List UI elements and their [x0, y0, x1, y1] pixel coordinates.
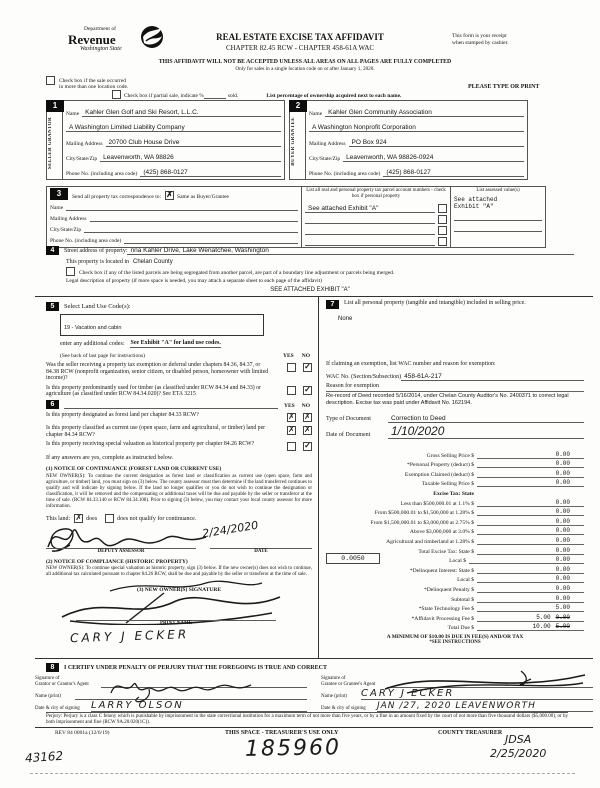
land-use-block: 5 Select Land Use Code(s): 19 - Vacation and cabin enter any additional codes: See Exhibit "A" for land use codes. (See back of last page for instructions) YES NO Was the seller receiving a property tax exemption or deferral under chapters 84.36, 84.37, or 84.38 RCW (nonprofit organization, senior citizen, or disabled person, homeowner with limited income)? ✓ Is this property predominantly used for timber (as classified under RCW 84.34 and 84.33) or agriculture (as classified under RCW 84.34.020)? See ETA 3215 ✓	[46, 303, 311, 398]
local-tax: 0.00	[469, 556, 584, 564]
seller-org: A Washington Limited Liability Company	[66, 124, 281, 132]
minimum-due-note: A MINIMUM OF $10.00 IS DUE IN FEE(S) AND/OR TAX	[386, 634, 524, 641]
multi-location-checkbox	[46, 76, 55, 85]
state-technology-fee: 5.00	[477, 604, 584, 612]
q-current-use-no-checkbox: ✗	[304, 425, 311, 434]
personal-property-title: List all personal property (tangible and intangible) included in selling price.	[344, 300, 526, 306]
exemption-question: Was the seller receiving a property tax exemption or deferral under chapters 84.36, 84.37, or 84.38 RCW (nonprofit organization, senior citizen, or disabled person, homeowner with limited income)? ✓	[46, 362, 311, 382]
new-owner-signature-label-area	[46, 583, 312, 597]
buyer-city: Leavenworth, WA 98826-0924	[343, 154, 524, 162]
certification-title: I CERTIFY UNDER PENALTY OF PERJURY THAT THE FOREGOING IS TRUE AND CORRECT	[64, 665, 327, 671]
section-1-badge: 1	[46, 100, 64, 112]
tier1-tax: 0.00	[477, 499, 584, 507]
personal-property-checkbox-1	[438, 204, 447, 213]
acceptance-notice: THIS AFFIDAVIT WILL NOT BE ACCEPTED UNLESS ALL AREAS ON ALL PAGES ARE FULLY COMPLETED	[158, 59, 452, 65]
assessed-header: List assessed value(s)	[476, 188, 520, 193]
receipt-note: This form is your receipt when stamped by cashier.	[452, 33, 509, 46]
seller-city: Leavenworth, WA 98826	[100, 154, 281, 162]
section-7-badge: 7	[326, 300, 339, 309]
qualify-row: This land: ✗ does does not qualify for continuance.	[46, 512, 197, 522]
subtotal: 0.00	[477, 595, 584, 603]
exemption-note: If claiming an exemption, list WAC number and reason for exemption:	[326, 361, 496, 367]
partial-sale-checkbox	[112, 90, 121, 99]
affidavit-processing-fee: 5.00 0.00	[477, 614, 584, 622]
form-number: REV 84 0001a (12/6/19)	[55, 730, 110, 736]
partial-sale-row: Check box if partial sale, indicate % sold. List percentage of ownership acquired next to each name.	[112, 90, 572, 99]
buyer-name: Kahler Glen Community Association	[325, 109, 524, 117]
form-subtitle: CHAPTER 82.45 RCW - CHAPTER 458-61A WAC	[225, 44, 375, 52]
agricultural-tax: 0.00	[477, 537, 584, 545]
personal-property-deduct: 0.00	[477, 460, 584, 468]
segregated-checkbox	[66, 267, 75, 276]
excise-tax-header: Excise Tax: State	[433, 490, 474, 497]
washington-state-label: Washington State	[80, 45, 122, 52]
seller-grantor-box: 1 SELLER GRANTOR Name Kahler Glen Golf and Ski Resort, L.L.C. A Washington Limited Liability Company Mailing Address 20700 Club House Drive City/State/Zip Leavenworth, WA 98826 Phone No. (including area code) (425) 868-0127	[46, 100, 285, 180]
multi-location-checkbox-row: Check box if the sale occurred in more than one location code.	[46, 75, 169, 93]
corner-reference-number: 43162	[24, 748, 64, 766]
personal-property-value: None	[338, 316, 353, 322]
parcel-header: List all real and personal property tax parcel account numbers - check box if personal property	[306, 188, 446, 199]
local-rate-box: 0.0050	[326, 553, 380, 564]
parcel-numbers-box	[302, 186, 451, 248]
assessed-values-box	[451, 186, 546, 248]
single-location-note: Only for sales in a single location code on or after January 1, 2020.	[235, 66, 375, 72]
section-5-badge: 5	[46, 302, 59, 311]
grantee-name-value: CARY J ECKER	[361, 688, 593, 700]
correspondence-box: 3 Send all property tax correspondence to: ✗ Same as Buyer/Grantee Name Mailing Address City/State/Zip Phone No. (including area code)	[46, 186, 302, 248]
form-title: REAL ESTATE EXCISE TAX AFFIDAVIT	[216, 32, 384, 42]
designation-block: 6 YES NO Is this property designated as forest land per chapter 84.33 RCW? ✗ ✗ Is this property classified as current use (open space, farm and agricultural, or timber) land per chapter 84.34 RCW? ✗ ✗ Is this property receiving special valuation as historical property per chapter 84.26 RCW? ✓ If any answers are yes, complete as instructed below. (1) NOTICE OF CONTINUANCE (FOREST LAND OR CURRENT USE) NEW OWNER(S): To continue the current designation as forest land or classification as current use (open space, farm and agriculture, or timber) land, you must sign on (3) below. The county assessor must then determine if the land transferred continues to qualify and will indicate by signing below. If the land no longer qualifies or you do not wish to continue the designation or classification, it will be removed and the compensating or additional taxes will be due and payable by the seller or transferor at the time of sale. (RCW 84.33.140 or RCW 84.34.108). Prior to signing (3) below, you may contact your local county assessor for more information. This land: ✗ does does not qualify for continuance. 2/24/2020 DEPUTY ASSESSOR DATE (2) NOTICE OF COMPLIANCE (HISTORIC PROPERTY) NEW OWNER(S): To continue special valuation as historic property, sign (3) below. If the new owner(s) does not wish to continue, all additional tax calculated pursuant to chapter 84.26 RCW, shall be due and payable by the seller or transferor at the time of sale. (3) NEW OWNER(S) SIGNATURE PRINT NAME CARY J ECKER	[46, 399, 312, 641]
same-as-buyer-checkbox: ✗	[166, 190, 173, 199]
additional-codes-value: See Exhibit "A" for land use codes.	[130, 340, 221, 346]
certification-block	[35, 658, 593, 712]
total-excise-state: 0.00	[477, 547, 584, 555]
q-timber-yes-checkbox	[287, 386, 296, 395]
document-type-value: Correction to Deed	[388, 415, 584, 423]
segregated-label: Check box if any of the listed parcels are being segregated from another parcel, are part of a boundary line adjustment or parcels being merged.	[79, 269, 395, 276]
tier3-tax: 0.00	[477, 518, 584, 526]
current-use-question: Is this property classified as current use (open space, farm and agricultural, or timber) land per chapter 84.34 RCW? ✗ ✗	[46, 425, 311, 438]
date-label: DATE	[254, 548, 268, 554]
treasurer-initials-date: 2/25/2020	[490, 747, 547, 760]
parties-block	[46, 100, 528, 180]
dor-swirl-icon	[140, 25, 164, 49]
personal-property-block: 7 List all personal property (tangible and intangible) included in selling price. None If claiming an exemption, list WAC number and reason for exemption: WAC No. (Section/Subsection) 458-61A-217 Reason for exemption Re-record of Deed recorded 5/16/2014, under Chelan County Auditor's No. 2400371 to correct legal description. Excise tax was paid under Affidavit No. 162194. Type of Document Correction to Deed Date of Document 1/10/2020 Gross Selling Price $ 0.00 *Personal Property (deduct) $ 0.00 Exemption Claimed (deduct) $ 0.00 Taxable Selling Price $ 0.00 Excise Tax: State Less than $500,000.01 at 1.1% $ 0.00 From $500,000.01 to $1,500,000 at 1.28% $ 0.00 From $1,500,000.01 to $3,000,000 at 2.75% $ 0.00 Above $3,000,000 at 3.0% $ 0.00 Agricultural and timberland at 1.28% $ 0.00 Total Excise Tax: State $ 0.00 0.0050 Local $ 0.00 *Delinquent Interest: State $ 0.00 Local $ 0.00 *Delinquent Penalty $ 0.00 Subtotal $ 0.00 *State Technology Fee $ 5.00 *Affidavit Processing Fee $ 5.00 0.00 Total Due $ 10.00 5.00 A MINIMUM OF $10.00 IS DUE IN FEE(S) AND/OR TAX *SEE INSTRUCTIONS	[326, 300, 584, 646]
print-name-label: PRINT NAME	[160, 621, 192, 627]
buyer-side-label: BUYER GRANTEE	[291, 117, 296, 166]
please-type-or-print: PLEASE TYPE OR PRINT	[468, 84, 540, 90]
seller-name: Kahler Glen Golf and Ski Resort, L.L.C.	[82, 109, 281, 117]
section-4-badge: 4	[46, 246, 59, 255]
notice-compliance-title: (2) NOTICE OF COMPLIANCE (HISTORIC PROPERTY)	[46, 558, 188, 565]
section-3-badge: 3	[50, 188, 68, 200]
legal-description-label: Legal description of property (if more space is needed, you may attach a separate sheet to each page of the affidavit)	[66, 278, 322, 284]
reason-value: Re-record of Deed recorded 5/16/2014, under Chelan County Auditor's No. 2400371 to correct legal description. Excise tax was paid under Affidavit No. 162194.	[326, 391, 584, 406]
treasurer-initials: JDSA	[505, 733, 532, 746]
street-address-value: nna Kahler Drive, Lake Wenatchee, Washington	[127, 247, 352, 255]
seller-side-label: SELLER GRANTOR	[48, 117, 53, 170]
grantee-date-value: JAN /27, 2020 LEAVENWORTH	[377, 701, 593, 712]
delinquent-interest-state: 0.00	[477, 566, 584, 574]
county-treasurer-label: COUNTY TREASURER	[438, 730, 503, 736]
treasurer-space-label: THIS SPACE - TREASURER'S USE ONLY	[225, 730, 339, 736]
timber-question: Is this property predominantly used for timber (as classified under RCW 84.34 and 84.33) or agriculture (as classified under RCW 84.34.020)? See ETA 3215 ✓	[46, 384, 311, 398]
land-use-code-value: 19 - Vacation and cabin	[64, 325, 122, 331]
county-value: Chelan County	[133, 259, 173, 265]
seller-phone: (425) 868-0127	[140, 169, 281, 177]
land-use-title: Select Land Use Code(s):	[64, 303, 131, 310]
tax-correspondence-block	[46, 186, 546, 248]
fee-table: Gross Selling Price $ 0.00 *Personal Property (deduct) $ 0.00 Exemption Claimed (deduct) $ 0.00 Taxable Selling Price $ 0.00 Excise Tax: State Less than $500,000.01 at 1.1% $ 0.00 From $500,000.01 to $1,500,000 at 1.28% $ 0.00 From $1,500,000.01 to $3,000,000 at 2.75% $ 0.00 Above $3,000,000 at 3.0% $ 0.00 Agricultural and timberland at 1.28% $ 0.00 Total Excise Tax: State $ 0.00 0.0050 Local $ 0.00 *Delinquent Interest: State $ 0.00 Local $ 0.00 *Delinquent Penalty $ 0.00 Subtotal $ 0.00 *State Technology Fee $ 5.00 *Affidavit Processing Fee $ 5.00 0.00 Total Due $ 10.00 5.00	[326, 449, 584, 631]
exemption-claimed: 0.00	[477, 470, 584, 478]
tier2-tax: 0.00	[477, 508, 584, 516]
buyer-grantee-box: 2 BUYER GRANTEE Name Kahler Glen Community Association A Washington Nonprofit Corporation Mailing Address PO Box 924 City/State/Zip Leavenworth, WA 98826-0924 Phone No. (including area code) (425) 868-0127	[289, 100, 528, 180]
q-exemption-yes-checkbox	[287, 363, 296, 372]
land-use-code-box	[60, 314, 264, 336]
ownership-note: List percentage of ownership acquired next to each name.	[266, 92, 402, 99]
if-yes-note: If any answers are yes, complete as instructed below.	[46, 455, 174, 462]
reason-label: Reason for exemption	[326, 383, 379, 389]
treasurer-stamp-number: 185960	[244, 735, 342, 762]
personal-property-checkbox-2	[438, 215, 447, 224]
q-forest-no-checkbox: ✗	[304, 412, 311, 421]
notice-continuance-title: (1) NOTICE OF CONTINUANCE (FOREST LAND OR CURRENT USE)	[46, 466, 222, 473]
delinquent-penalty: 0.00	[477, 585, 584, 593]
perjury-notice: Perjury: Perjury is a class C felony which is punishable by imprisonment in the state correctional institution for a maximum term of not more than five years, or by a fine in an amount fixed by the court of not more than five thousand dollars ($5,000.00), or by both imprisonment and fine (RCW 9A.20.020(1C)).	[46, 714, 568, 725]
q-current-use-yes-checkbox: ✗	[288, 425, 295, 434]
historical-question: Is this property receiving special valuation as historical property per chapter 84.26 RCW? ✓	[46, 441, 311, 451]
tier4-tax: 0.00	[477, 527, 584, 535]
deputy-assessor-label: DEPUTY ASSESSOR	[97, 548, 145, 554]
grantor-date-value: LARRY OLSON	[91, 700, 307, 712]
forest-land-question: Is this property designated as forest land per chapter 84.33 RCW? ✗ ✗	[46, 412, 311, 421]
total-due: 10.00 5.00	[477, 623, 584, 631]
grantor-certification: Signature of Grantor or Grantor's Agent Name (print) Date & city of signing LARRY OLSON	[35, 675, 307, 712]
q-timber-no-checkbox: ✓	[304, 384, 311, 394]
assessed-value-line1: See attached	[454, 196, 498, 203]
personal-property-checkbox-3	[438, 226, 447, 235]
seller-mailing: 20700 Club House Drive	[106, 139, 281, 147]
partial-sale-label: Check box if partial sale, indicate %	[124, 92, 204, 99]
does-qualify-checkbox: ✗	[75, 512, 83, 522]
buyer-mailing: PO Box 924	[349, 139, 524, 147]
revenue-wordmark: Revenue	[68, 31, 116, 47]
q-historical-no-checkbox: ✓	[304, 441, 311, 451]
print-name-value: CARY J ECKER	[69, 627, 190, 646]
document-date-value: 1/10/2020	[388, 424, 584, 439]
buyer-org: A Washington Nonprofit Corporation	[309, 124, 524, 132]
parcel-value: See attached Exhibit "A"	[305, 205, 435, 213]
property-address-block: 4 Street address of property: nna Kahler Drive, Lake Wenatchee, Washington This property is located in Chelan County Check box if any of the listed parcels are being segregated from another parcel, are part of a boundary line adjustment or parcels being merged. Legal description of property (if more space is needed, you may attach a separate sheet to each page of the affidavit) SEE ATTACHED EXHIBIT "A"	[46, 244, 574, 294]
grantee-certification: Signature of Grantee or Grantee's Agent Name (print) CARY J ECKER Date & city of signing JAN /27, 2020 LEAVENWORTH	[321, 675, 593, 712]
section-2-badge: 2	[289, 100, 307, 112]
q-forest-yes-checkbox: ✗	[288, 412, 295, 421]
delinquent-interest-local: 0.00	[477, 575, 584, 583]
assessor-date-value: 2/24/2020	[201, 518, 260, 541]
notice-compliance-body: NEW OWNER(S): To continue special valuation as historic property, sign (3) below. If the new owner(s) does not wish to continue, all additional tax calculated pursuant to chapter 84.26 RCW, shall be due and payable by the seller or transferor at the time of sale.	[46, 566, 312, 578]
section-6-badge: 6	[46, 400, 59, 409]
taxable-selling-price: 0.00	[477, 479, 584, 487]
does-not-qualify-checkbox	[105, 514, 114, 523]
form-title-block	[170, 32, 430, 52]
new-owner-signature-area	[46, 597, 312, 627]
gross-selling-price: 0.00	[477, 451, 584, 459]
assessor-signature-area	[46, 518, 312, 554]
dept-of-label: Department of	[84, 26, 116, 32]
new-owner-signature-label: (3) NEW OWNER(S) SIGNATURE	[137, 587, 221, 594]
assessed-value-line2: Exhibit "A"	[454, 203, 494, 210]
q-exemption-no-checkbox: ✓	[304, 362, 311, 371]
section-8-badge: 8	[46, 663, 59, 672]
see-instructions-note: *SEE INSTRUCTIONS	[429, 640, 481, 646]
notice-continuance-body: NEW OWNER(S): To continue the current designation as forest land or classification as current use (open space, farm and agriculture, or timber) land, you must sign on (3) below. The county assessor must then determine if the land transferred continues to qualify and will indicate by signing below. If the land no longer qualifies or you do not wish to continue the designation or classification, it will be removed and the compensating or additional taxes will be due and payable by the seller or transferor at the time of sale. (RCW 84.33.140 or RCW 84.34.108). Prior to signing (3) below, you may contact your local county assessor for more information.	[46, 473, 312, 509]
buyer-phone: (425) 868-0127	[383, 169, 524, 177]
wac-number-value: 458-61A-217	[401, 373, 584, 381]
legal-description-value: SEE ATTACHED EXHIBIT "A"	[270, 286, 350, 293]
q-historical-yes-checkbox	[287, 442, 296, 451]
